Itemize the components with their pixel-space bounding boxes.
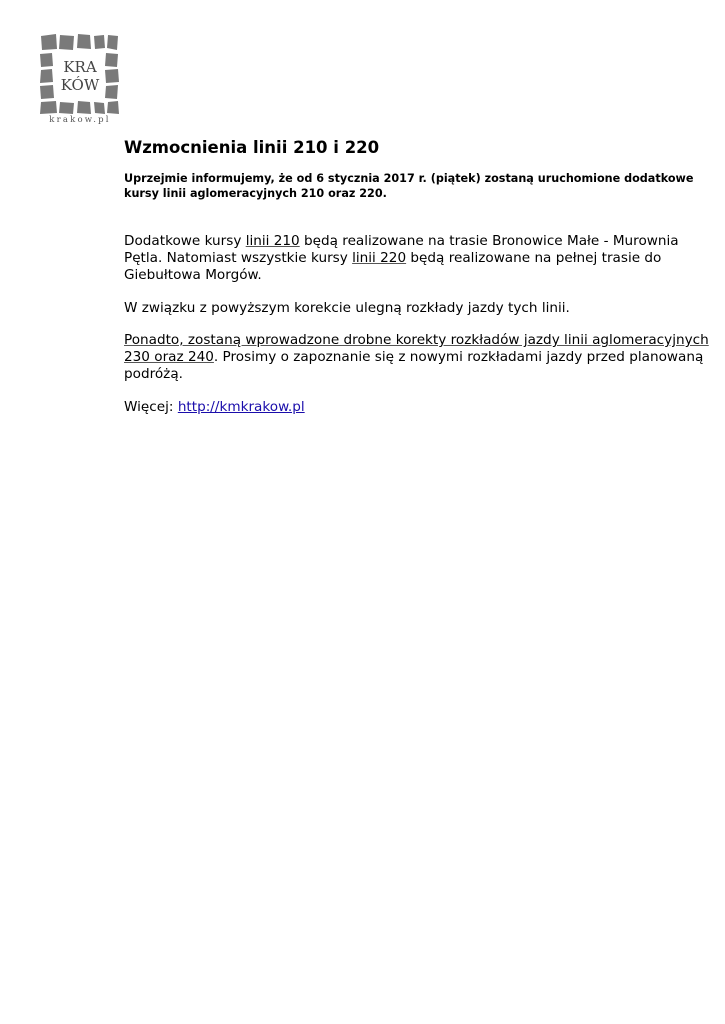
article-lead: Uprzejmie informujemy, że od 6 stycznia 2017 r. (piątek) zostaną uruchomione dodatkowe kursy linii aglomeracyjnych 210 oraz 220. xyxy=(124,172,694,200)
line-220-link[interactable]: linii 220 xyxy=(352,250,407,266)
paragraph-more xyxy=(124,399,714,416)
line-210-link[interactable]: linii 210 xyxy=(245,233,300,249)
corrections-link[interactable]: Ponadto, zostaną wprowadzone drobne korekty rozkładów jazdy linii aglomeracyjnych 230 oraz 240 xyxy=(124,332,709,365)
article-title: Wzmocnienia linii 210 i 220 xyxy=(124,138,380,157)
paragraph-routes-text-2: będą realizowane na trasie Bronowice Małe - Murownia Pętla. Natomiast wszystkie kursy xyxy=(124,233,679,266)
logo-line-1: KRA xyxy=(63,58,97,76)
krakow-logo-graphic xyxy=(38,32,122,124)
kmkrakow-link[interactable]: http://kmkrakow.pl xyxy=(177,399,305,415)
paragraph-corrections xyxy=(124,332,714,383)
article xyxy=(124,138,714,416)
paragraph-corrections-text: . Prosimy o zapoznanie się z nowymi rozkładami jazdy przed planowaną podróżą. xyxy=(124,349,704,382)
logo-line-2: KÓW xyxy=(60,76,100,94)
logo-caption: krakow.pl xyxy=(49,115,111,124)
paragraph-timetable: W związku z powyższym korekcie ulegną rozkłady jazdy tych linii. xyxy=(124,300,570,316)
paragraph-routes-text-3: będą realizowane na pełnej trasie do Giebułtowa Morgów. xyxy=(124,250,662,283)
paragraph-routes xyxy=(124,233,714,284)
paragraph-routes-text-1: Dodatkowe kursy xyxy=(124,233,246,249)
more-label: Więcej: xyxy=(124,399,178,415)
krakow-logo xyxy=(38,32,122,124)
